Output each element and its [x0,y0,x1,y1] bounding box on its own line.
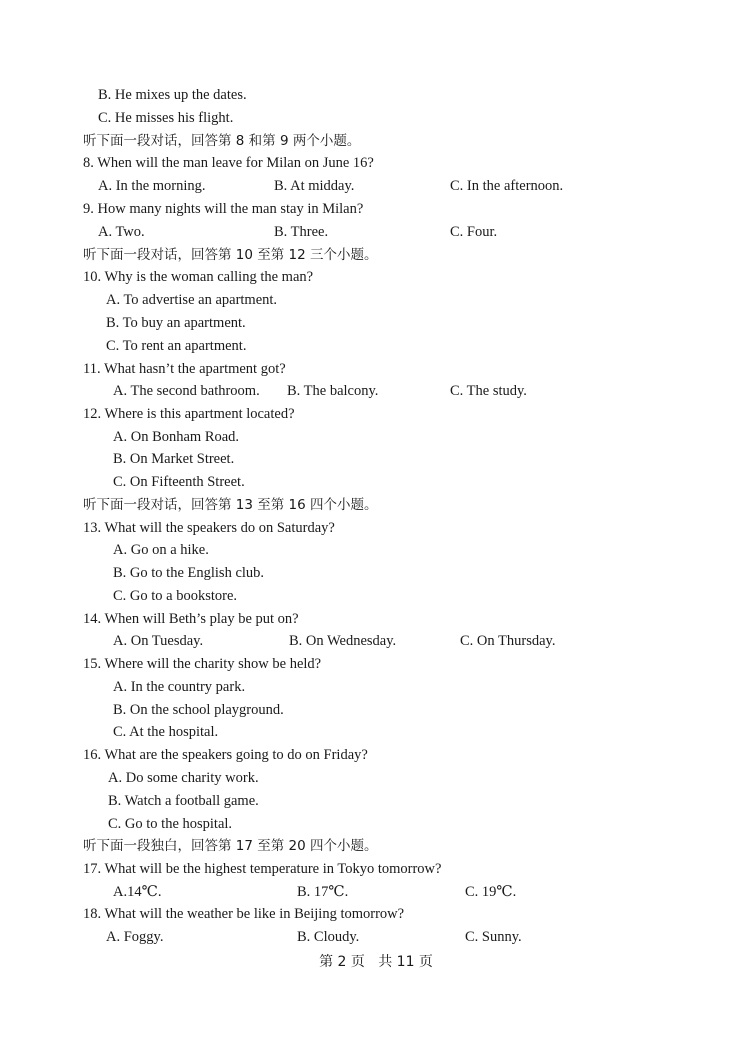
section-instruction-17-20: 听下面一段独白，回答第 17 至第 20 四个小题。 [83,838,378,854]
question-16: 16. What are the speakers going to do on Friday? [83,747,368,763]
q7-option-c: C. He misses his flight. [98,110,234,126]
question-15: 15. Where will the charity show be held? [83,656,322,672]
q11-option-c: C. The study. [450,383,527,399]
q12-option-b: B. On Market Street. [113,451,235,467]
section-instruction-13-16: 听下面一段对话，回答第 13 至第 16 四个小题。 [83,497,378,513]
question-13: 13. What will the speakers do on Saturday? [83,520,335,536]
q8-option-b: B. At midday. [274,178,355,194]
q10-option-a: A. To advertise an apartment. [106,292,278,308]
section-instruction-8-9: 听下面一段对话，回答第 8 和第 9 两个小题。 [83,133,361,149]
q11-option-b: B. The balcony. [287,383,379,399]
q16-option-a: A. Do some charity work. [108,770,259,786]
q10-option-c: C. To rent an apartment. [106,338,247,354]
q17-option-b: B. 17℃. [297,884,349,900]
question-8: 8. When will the man leave for Milan on June 16? [83,155,374,171]
q11-option-a: A. The second bathroom. [113,383,260,399]
q9-option-b: B. Three. [274,224,329,240]
q15-option-c: C. At the hospital. [113,724,219,740]
q12-option-a: A. On Bonham Road. [113,429,240,445]
q9-option-c: C. Four. [450,224,498,240]
q17-option-a: A.14℃. [113,884,162,900]
question-18: 18. What will the weather be like in Beijing tomorrow? [83,906,405,922]
q12-option-c: C. On Fifteenth Street. [113,474,245,490]
question-17: 17. What will be the highest temperature in Tokyo tomorrow? [83,861,442,877]
q7-option-b: B. He mixes up the dates. [98,87,247,103]
q14-option-b: B. On Wednesday. [289,633,397,649]
q17-option-c: C. 19℃. [465,884,517,900]
question-12: 12. Where is this apartment located? [83,406,295,422]
q13-option-a: A. Go on a hike. [113,542,209,558]
q9-option-a: A. Two. [98,224,145,240]
q14-option-a: A. On Tuesday. [113,633,204,649]
question-11: 11. What hasn’t the apartment got? [83,361,286,377]
question-9: 9. How many nights will the man stay in Milan? [83,201,364,217]
q13-option-c: C. Go to a bookstore. [113,588,238,604]
section-instruction-10-12: 听下面一段对话，回答第 10 至第 12 三个小题。 [83,247,378,263]
q18-option-a: A. Foggy. [106,929,164,945]
q13-option-b: B. Go to the English club. [113,565,265,581]
q18-option-c: C. Sunny. [465,929,522,945]
q15-option-a: A. In the country park. [113,679,246,695]
q14-option-c: C. On Thursday. [460,633,556,649]
q16-option-b: B. Watch a football game. [108,793,259,809]
question-14: 14. When will Beth’s play be put on? [83,611,299,627]
question-10: 10. Why is the woman calling the man? [83,269,314,285]
page-footer: 第 2 页 共 11 页 [319,954,433,970]
q8-option-a: A. In the morning. [98,178,206,194]
q15-option-b: B. On the school playground. [113,702,284,718]
q18-option-b: B. Cloudy. [297,929,360,945]
q8-option-c: C. In the afternoon. [450,178,564,194]
q16-option-c: C. Go to the hospital. [108,816,233,832]
q10-option-b: B. To buy an apartment. [106,315,246,331]
